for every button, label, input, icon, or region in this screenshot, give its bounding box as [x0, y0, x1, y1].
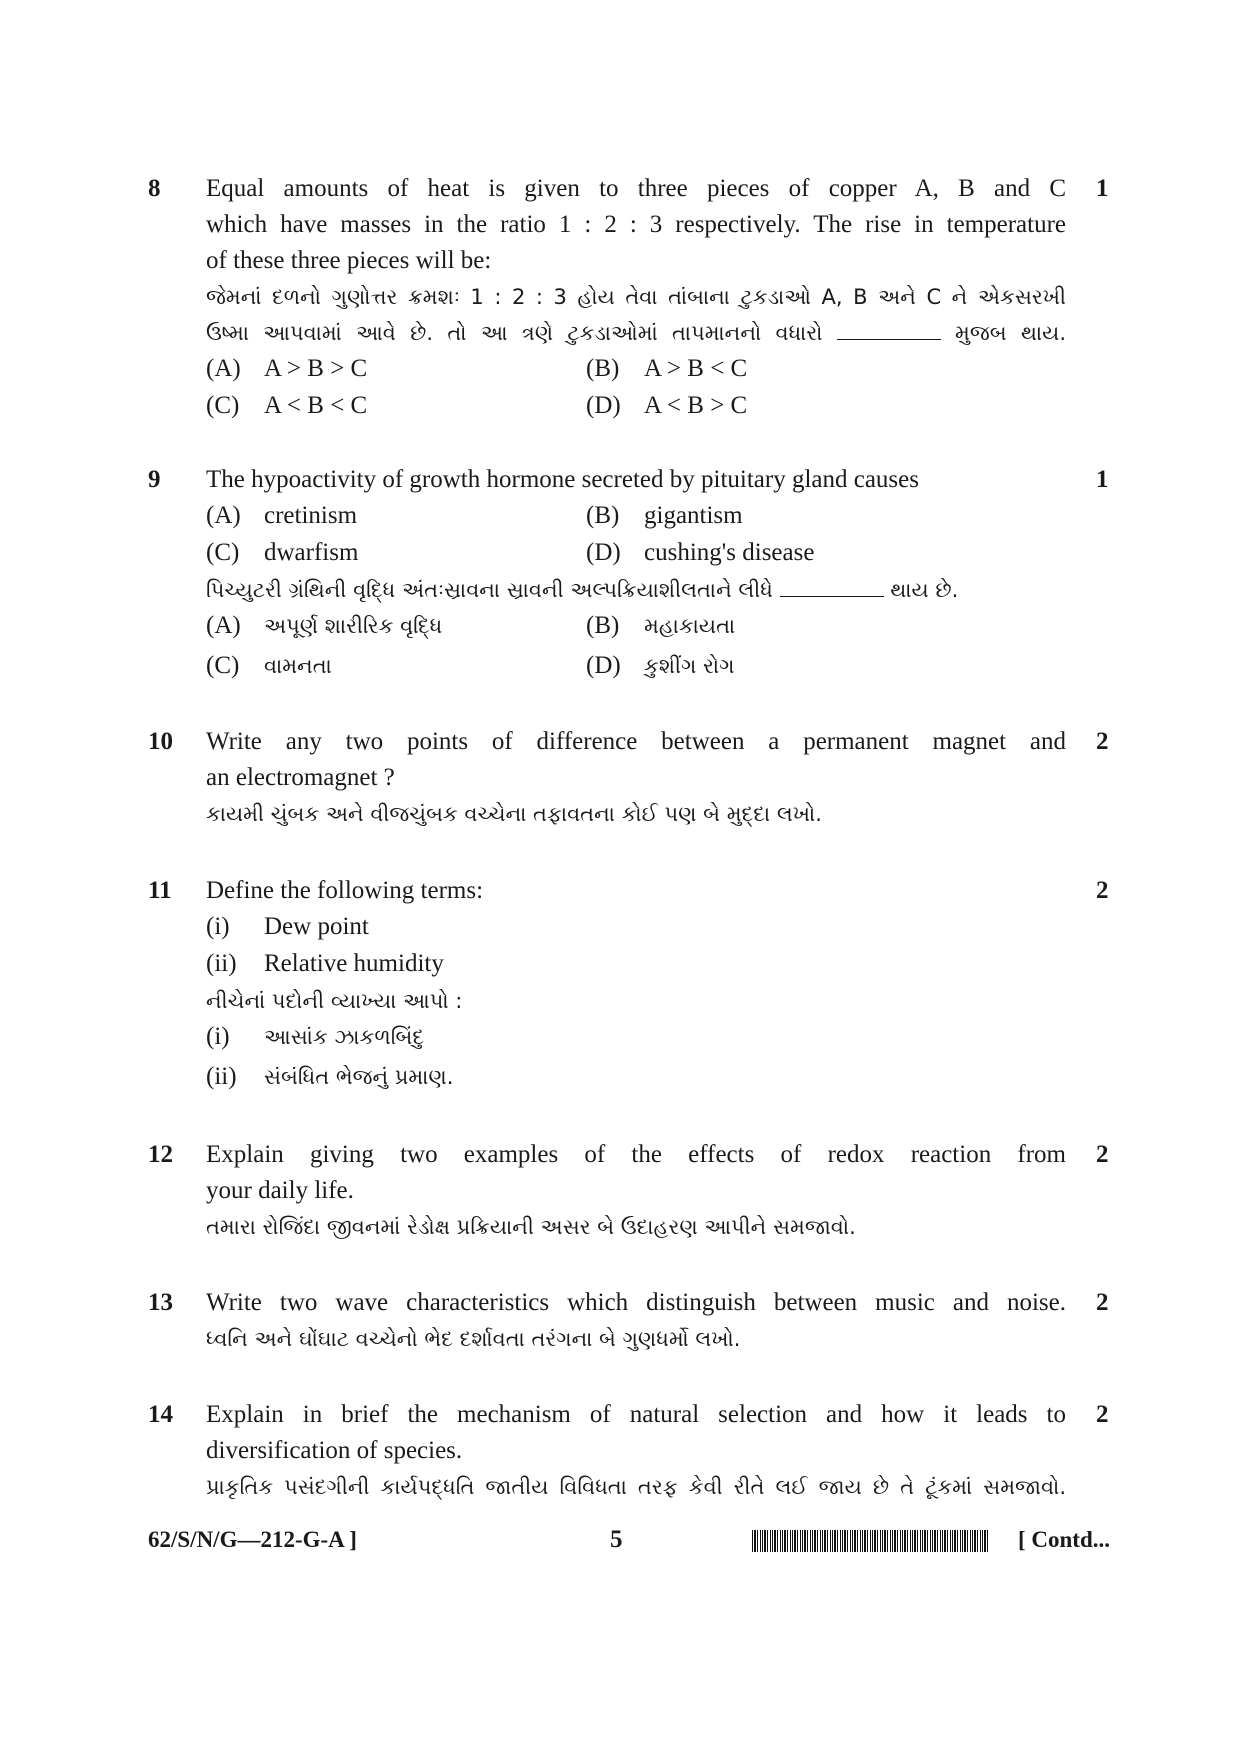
option-c: (C) dwarfism	[206, 539, 359, 566]
question-text-gu: પ્રાકૃતિક પસંદગીની કાર્યપદ્ધતિ જાતીય વિવિધતા તરફ કેવી રીતે લઈ જાય છે તે ટૂંકમાં સમજાવો.	[206, 1475, 1066, 1499]
question-marks: 1	[1096, 466, 1109, 493]
question-marks: 1	[1096, 175, 1109, 202]
page-number: 5	[610, 1526, 623, 1553]
question-text-gu-with-blank: પિચ્યુટરી ગ્રંથિની વૃદ્ધિ અંતઃસ્રાવના સ્રાવની અલ્પક્રિયાશીલતાને લીધે થાય છે.	[206, 572, 1066, 608]
option-c: (C) A < B < C	[206, 392, 368, 419]
question-number: 10	[148, 728, 173, 755]
question-text-gu: ધ્વનિ અને ઘોંઘાટ વચ્ચેનો ભેદ દર્શાવતા તરંગના બે ગુણધર્મો લખો.	[206, 1327, 741, 1351]
option-b-gu: (B) મહાકાયતા	[586, 612, 736, 639]
question-text-en: Explain giving two examples of the effects of redox reaction from	[206, 1141, 1066, 1168]
answer-blank	[837, 315, 941, 340]
question-text-en: Write two wave characteristics which distinguish between music and noise.	[206, 1289, 1066, 1316]
question-text-gu: નીચેનાં પદોની વ્યાખ્યા આપો :	[206, 989, 463, 1013]
option-d-gu: (D) કુશીંગ રોગ	[586, 652, 735, 679]
option-a: (A) A > B > C	[206, 355, 368, 382]
question-marks: 2	[1096, 1289, 1109, 1316]
option-a: (A) cretinism	[206, 502, 358, 529]
question-number: 8	[148, 175, 161, 202]
barcode-icon	[752, 1530, 990, 1552]
sub-item: (ii) Relative humidity	[206, 950, 444, 977]
question-text-en: Equal amounts of heat is given to three pieces of copper A, B and C	[206, 175, 1066, 202]
question-text-en: an electromagnet ?	[206, 764, 395, 791]
question-marks: 2	[1096, 1141, 1109, 1168]
sub-item-gu: (ii) સંબંધિત ભેજનું પ્રમાણ.	[206, 1063, 454, 1090]
option-a-gu: (A) અપૂર્ણ શારીરિક વૃદ્ધિ	[206, 612, 443, 639]
question-number: 9	[148, 466, 161, 493]
question-number: 13	[148, 1289, 173, 1316]
question-text-en: which have masses in the ratio 1 : 2 : 3 respectively. The rise in temperature	[206, 211, 1066, 238]
question-number: 14	[148, 1401, 173, 1428]
question-text-gu-with-blank: ઉષ્મા આપવામાં આવે છે. તો આ ત્રણે ટુકડાઓમાં તાપમાનનો વધારો મુજબ થાય.	[206, 315, 1066, 351]
option-b: (B) A > B < C	[586, 355, 748, 382]
question-marks: 2	[1096, 877, 1109, 904]
question-text-en: Explain in brief the mechanism of natural selection and how it leads to	[206, 1401, 1066, 1428]
question-number: 12	[148, 1141, 173, 1168]
sub-item: (i) Dew point	[206, 913, 369, 940]
question-text-en: The hypoactivity of growth hormone secreted by pituitary gland causes	[206, 466, 919, 493]
option-d: (D) A < B > C	[586, 392, 748, 419]
question-text-gu: જેમનાં દળનો ગુણોત્તર ક્રમશઃ 1 : 2 : 3 હોય તેવા તાંબાના ટુકડાઓ A, B અને C ને એકસરખી	[206, 285, 1066, 309]
question-text-en: Write any two points of difference between a permanent magnet and	[206, 728, 1066, 755]
question-text-gu: તમારા રોજિંદા જીવનમાં રેડોક્ષ પ્રક્રિયાની અસર બે ઉદાહરણ આપીને સમજાવો.	[206, 1215, 856, 1239]
page-footer	[0, 1522, 1240, 1558]
question-marks: 2	[1096, 1401, 1109, 1428]
question-text-en: your daily life.	[206, 1177, 354, 1204]
option-d: (D) cushing's disease	[586, 539, 815, 566]
answer-blank	[780, 572, 884, 597]
question-marks: 2	[1096, 728, 1109, 755]
option-c-gu: (C) વામનતા	[206, 652, 332, 679]
option-b: (B) gigantism	[586, 502, 743, 529]
question-number: 11	[148, 877, 172, 904]
question-text-en: diversification of species.	[206, 1437, 463, 1464]
question-text-en: Define the following terms:	[206, 877, 484, 904]
question-text-en: of these three pieces will be:	[206, 247, 492, 274]
question-text-gu: કાયમી ચુંબક અને વીજચુંબક વચ્ચેના તફાવતના કોઈ પણ બે મુદ્દા લખો.	[206, 802, 822, 826]
continued-label: [ Contd...	[1018, 1527, 1111, 1552]
paper-code: 62/S/N/G—212-G-A ]	[148, 1527, 357, 1552]
sub-item-gu: (i) આસાંક ઝાકળબિંદુ	[206, 1023, 425, 1050]
